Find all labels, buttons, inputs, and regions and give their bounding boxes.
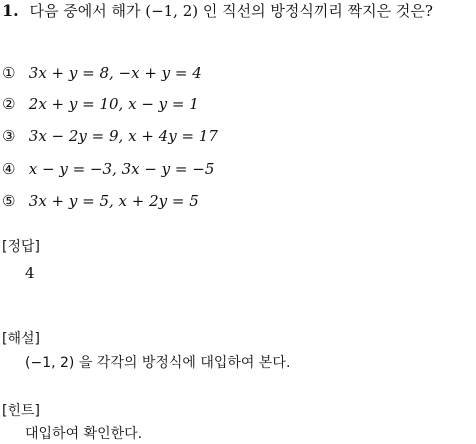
- question-line: [2, 2, 433, 20]
- option-marker: ②: [2, 95, 16, 113]
- option-marker: ③: [2, 127, 16, 145]
- question-number: 1.: [2, 1, 19, 20]
- hint-label: [힌트]: [2, 403, 40, 419]
- answer-value: 4: [25, 264, 35, 282]
- option-expression: x − y = −3, 3x − y = −5: [28, 160, 215, 178]
- option-5: [2, 192, 199, 210]
- option-4: [2, 160, 214, 178]
- option-expression: 3x + y = 8, −x + y = 4: [28, 64, 202, 82]
- explanation-text: (−1, 2) 을 각각의 방정식에 대입하여 본다.: [25, 355, 291, 371]
- hint-text: 대입하여 확인한다.: [25, 426, 143, 442]
- explanation-label: [해설]: [2, 331, 40, 347]
- option-expression: 3x + y = 5, x + 2y = 5: [28, 192, 199, 210]
- option-marker: ⑤: [2, 192, 16, 210]
- option-marker: ④: [2, 160, 16, 178]
- option-marker: ①: [2, 64, 16, 82]
- answer-label: [정답]: [2, 239, 40, 255]
- option-3: [2, 127, 218, 145]
- question-text: 다음 중에서 해가 (−1, 2) 인 직선의 방정식끼리 짝지은 것은?: [29, 2, 433, 20]
- option-expression: 2x + y = 10, x − y = 1: [28, 95, 199, 113]
- option-2: [2, 95, 199, 113]
- option-1: [2, 64, 202, 82]
- option-expression: 3x − 2y = 9, x + 4y = 17: [28, 127, 218, 145]
